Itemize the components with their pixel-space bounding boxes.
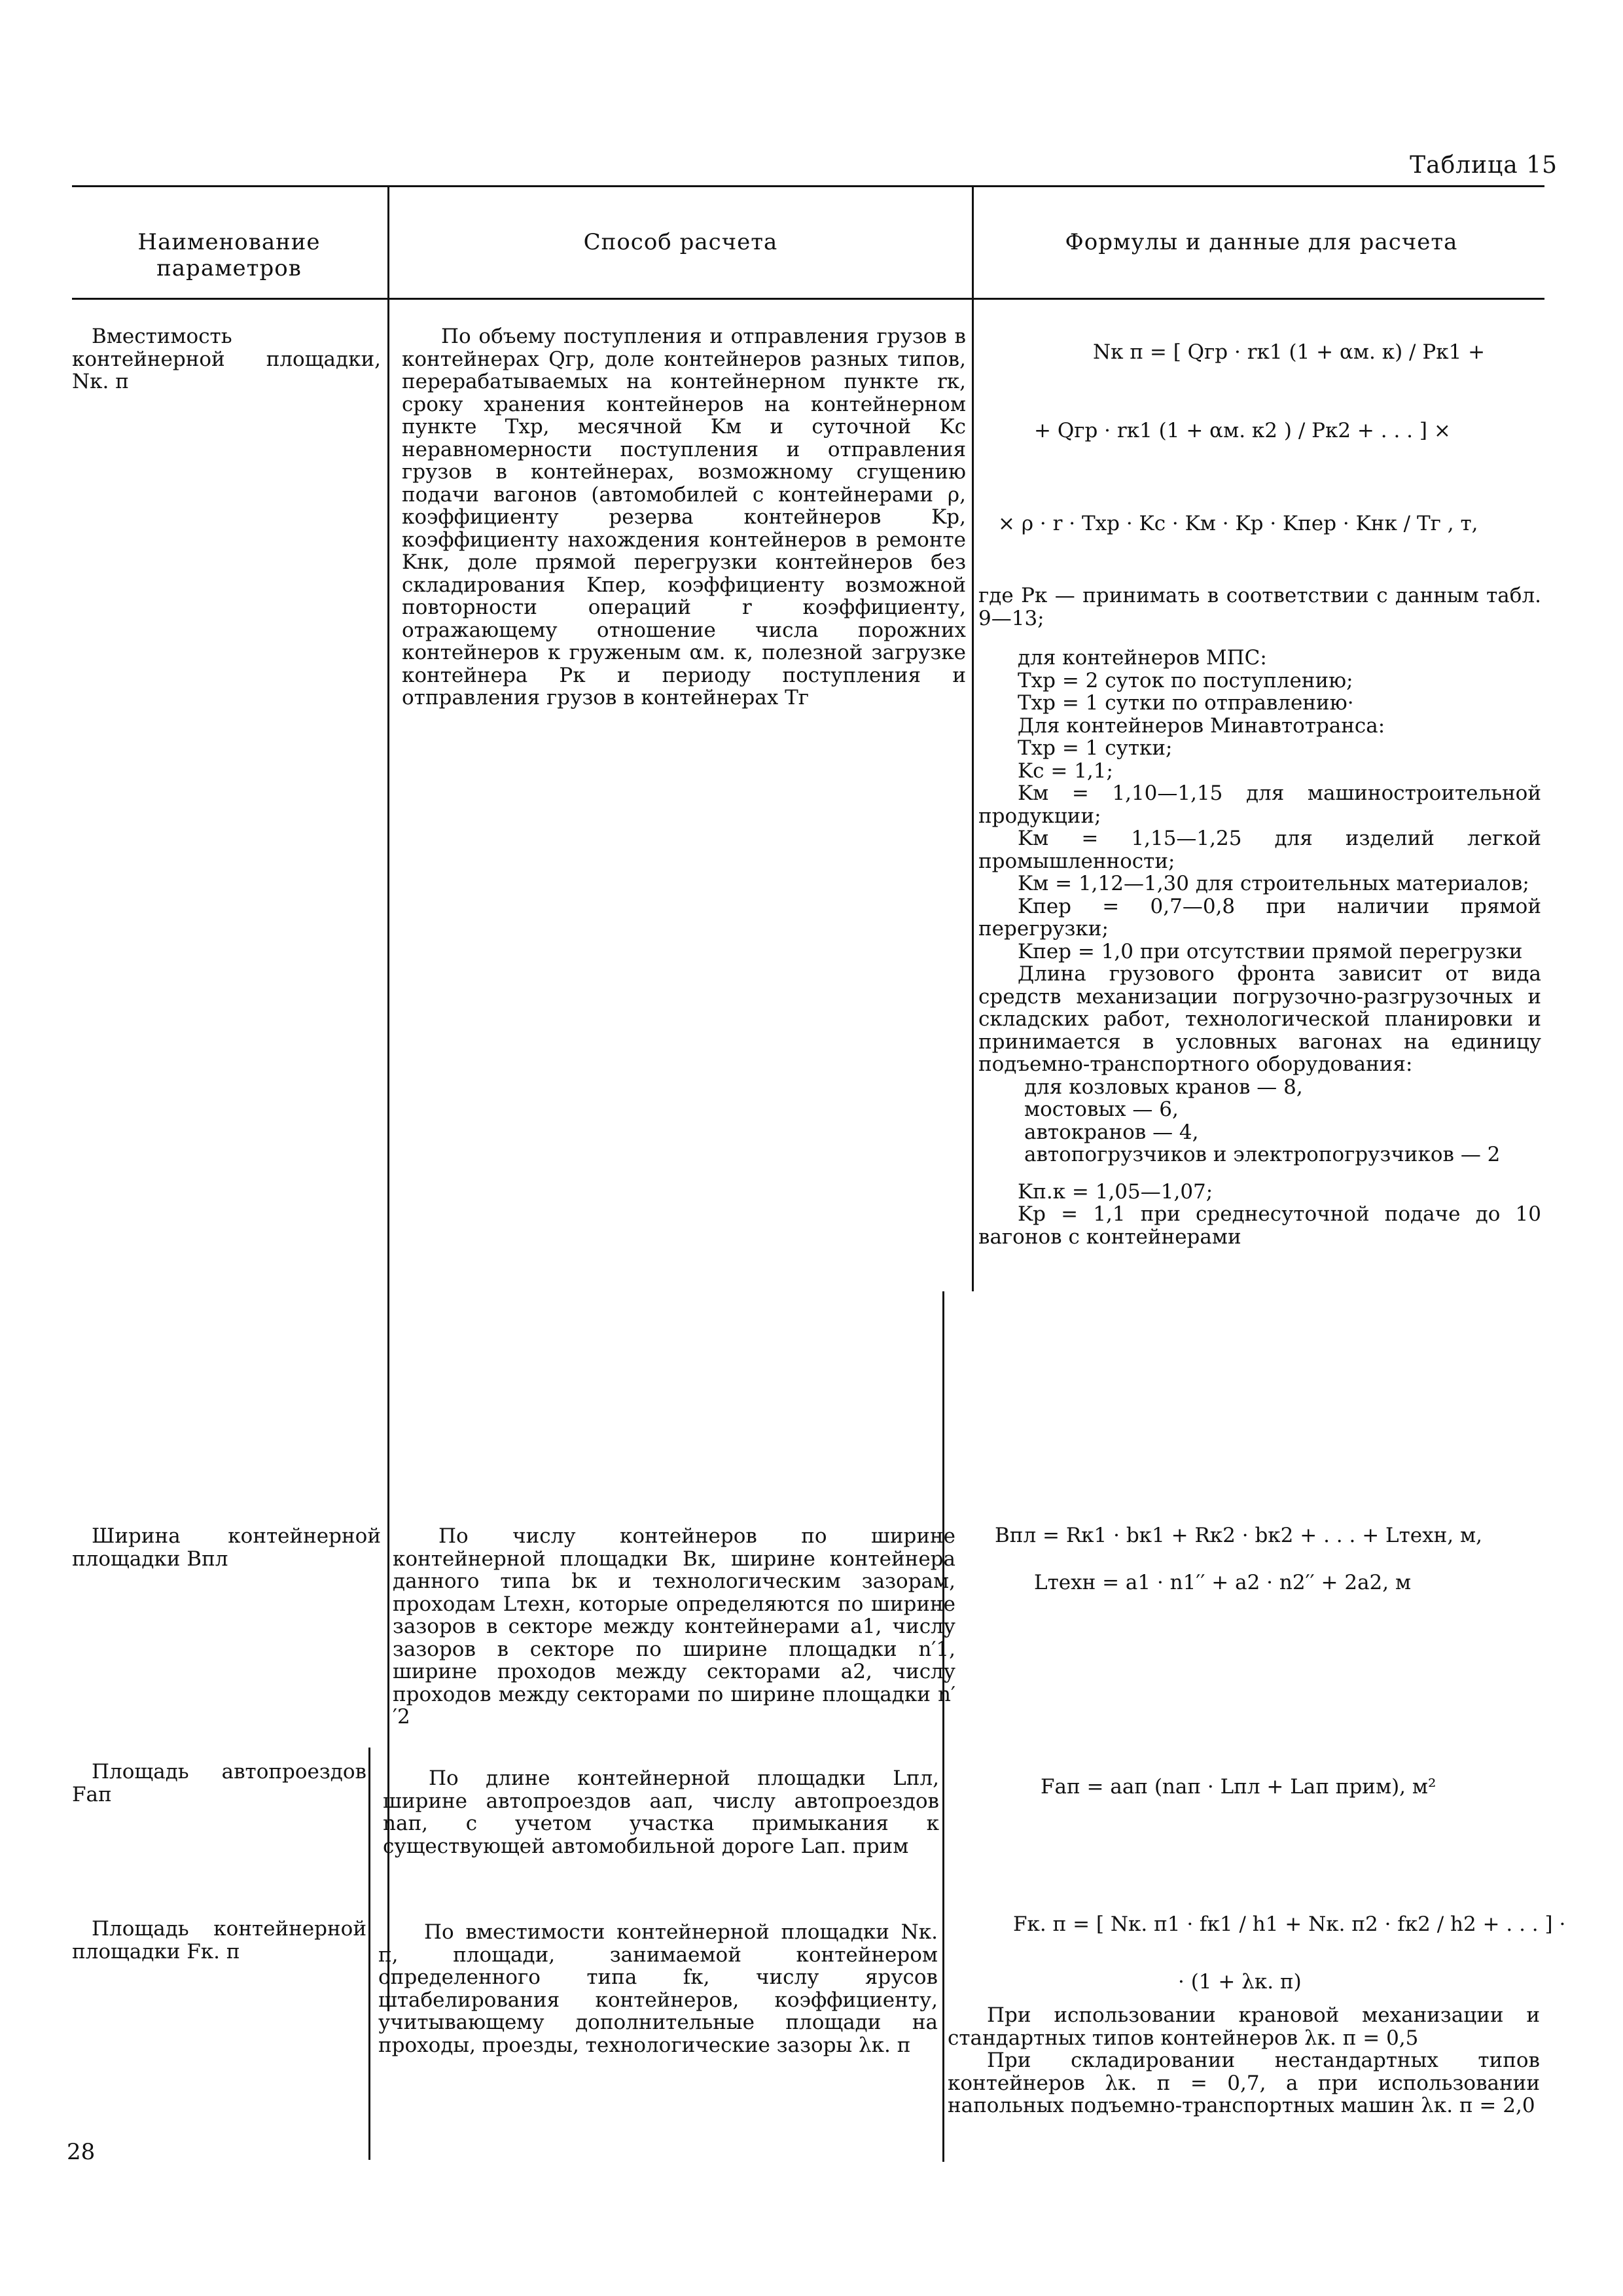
- data-line-3: Tхр = 1 сутки по отправлению·: [1018, 691, 1354, 715]
- data-line-9: Kм = 1,12—1,30 для строительных материалов;: [1018, 872, 1529, 895]
- row1-formula-line1: Nк п = [ Qгр · rк1 (1 + αм. к) / Pк1 +: [1093, 340, 1486, 364]
- column-divider-1-lower: [368, 1748, 370, 2160]
- front-text: Длина грузового фронта зависит от вида средств механизации погрузочно-разгрузочных и складских работ, технологической планировки и принимается в условных вагонах на единицу подъемно-транспортного оборудования:: [978, 962, 1541, 1076]
- row4-formula-line1: Fк. п = [ Nк. п1 · fк1 / h1 + Nк. п2 · fк2 / h2 + . . . ] ·: [1013, 1912, 1566, 1936]
- row1-name: Вместимость контейнерной площадки, Nк. п: [72, 325, 381, 393]
- data-line-6: Kс = 1,1;: [1018, 759, 1113, 783]
- row4-name: Площадь контейнерной площадки Fк. п: [72, 1917, 366, 1964]
- table-header-rule: [72, 298, 1544, 300]
- row1-where: где Pк — принимать в соответствии с данным табл. 9—13;: [978, 584, 1541, 630]
- data-line-2: Tхр = 2 суток по поступлению;: [1018, 668, 1353, 692]
- row3-name: Площадь автопроездов Fап: [72, 1760, 366, 1806]
- row4-notes: [948, 2004, 1540, 2117]
- row1-formula-line3: × ρ · r · Tхр · Kс · Kм · Kр · Kпер · Kнк / Tг , т,: [998, 512, 1478, 535]
- row3-formula-line1: Fап = aап (nап · Lпл + Lап прим), м²: [1041, 1775, 1436, 1799]
- row4-note-2: При складировании нестандартных типов контейнеров λк. п = 0,7, а при использовании напольных подъемно-транспортных машин λк. п = 2,0: [948, 2049, 1540, 2117]
- front-list-1: для козловых кранов — 8,: [1024, 1075, 1303, 1099]
- row2-formula-line2: Lтехн = a1 · n1′′ + a2 · n2′′ + 2a2, м: [1034, 1571, 1412, 1594]
- header-formulas: Формулы и данные для расчета: [1065, 229, 1458, 255]
- column-divider-1: [387, 185, 389, 2011]
- row4-note-1: При использовании крановой механизации и стандартных типов контейнеров λк. п = 0,5: [948, 2003, 1540, 2050]
- data-line-10: Kпер = 0,7—0,8 при наличии прямой перегрузки;: [978, 894, 1541, 941]
- table-label: Таблица 15: [1410, 152, 1558, 179]
- page-number: 28: [67, 2139, 96, 2165]
- row2-formula-line1: Bпл = Rк1 · bк1 + Rк2 · bк2 + . . . + Lтехн, м,: [995, 1524, 1482, 1547]
- row1-data: [978, 647, 1541, 1248]
- data-line-7: Kм = 1,10—1,15 для машиностроительной продукции;: [978, 781, 1541, 828]
- row3-method: По длине контейнерной площадки Lпл, ширине автопроездов aап, числу автопроездов nап, с учетом участка примыкания к существующей автомобильной дороге Lап. прим: [383, 1767, 939, 1858]
- data-line-5: Tхр = 1 сутки;: [1018, 736, 1173, 760]
- row2-name: Ширина контейнерной площадки Bпл: [72, 1524, 381, 1571]
- data-line-1: для контейнеров МПС:: [1018, 646, 1267, 670]
- data-line-4: Для контейнеров Минавтотранса:: [1018, 713, 1385, 738]
- row1-formula-line2: + Qгр · rк1 (1 + αм. к2 ) / Pк2 + . . . ] ×: [1034, 419, 1451, 442]
- front-list-4: автопогрузчиков и электропогрузчиков — 2: [1024, 1143, 1501, 1166]
- column-divider-2: [972, 185, 974, 1291]
- row1-method: По объему поступления и отправления грузов в контейнерах Qгр, доле контейнеров разных типов, перерабатываемых на контейнерном пункте rк, сроку хранения контейнеров на контейнерном пункте Tхр, месячной Kм и суточной Kс неравномерности поступления и отправления грузов в контейнерах, возможному сгущению подачи вагонов (автомобилей с контейнерами ρ, коэффициенту резерва контейнеров Kр, коэффициенту нахождения контейнеров в ремонте Kнк, доле прямой перегрузки контейнеров без складирования Kпер, коэффициенту возможной повторности операций r коэффициенту, отражающему отношение числа порожних контейнеров к груженым αм. к, полезной загрузке контейнера Pк и периоду поступления и отправления грузов в контейнерах Tг: [402, 325, 966, 709]
- data-line-8: Kм = 1,15—1,25 для изделий легкой промышленности;: [978, 827, 1541, 873]
- row2-method: По числу контейнеров по ширине контейнерной площадки Bк, ширине контейнера данного типа bк и технологическим зазорам, проходам Lтехн, которые определяются по ширине зазоров в секторе между контейнерами a1, числу зазоров в секторе по ширине площадки n′1, ширине проходов между секторами a2, числу проходов между секторами по ширине площадки n′′2: [393, 1524, 955, 1729]
- table-top-rule: [72, 185, 1544, 187]
- row4-formula-line2: · (1 + λк. п): [1178, 1970, 1302, 1994]
- front-list-3: автокранов — 4,: [1024, 1120, 1199, 1144]
- header-method: Способ расчета: [583, 229, 778, 255]
- header-name: Наименование параметров: [137, 229, 321, 281]
- data-line-11: Kпер = 1,0 при отсутствии прямой перегрузки: [1018, 939, 1523, 963]
- front-list-2: мостовых — 6,: [1024, 1098, 1179, 1121]
- tail-line-2: Kр = 1,1 при среднесуточной подаче до 10 вагонов с контейнерами: [978, 1202, 1541, 1249]
- tail-line-1: Kп.к = 1,05—1,07;: [1018, 1179, 1213, 1204]
- row4-method: По вместимости контейнерной площадки Nк. п, площади, занимаемой контейнером определенного типа fк, числу ярусов штабелирования контейнеров, коэффициенту, учитывающему дополнительные площади на проходы, проезды, технологические зазоры λк. п: [378, 1920, 938, 2057]
